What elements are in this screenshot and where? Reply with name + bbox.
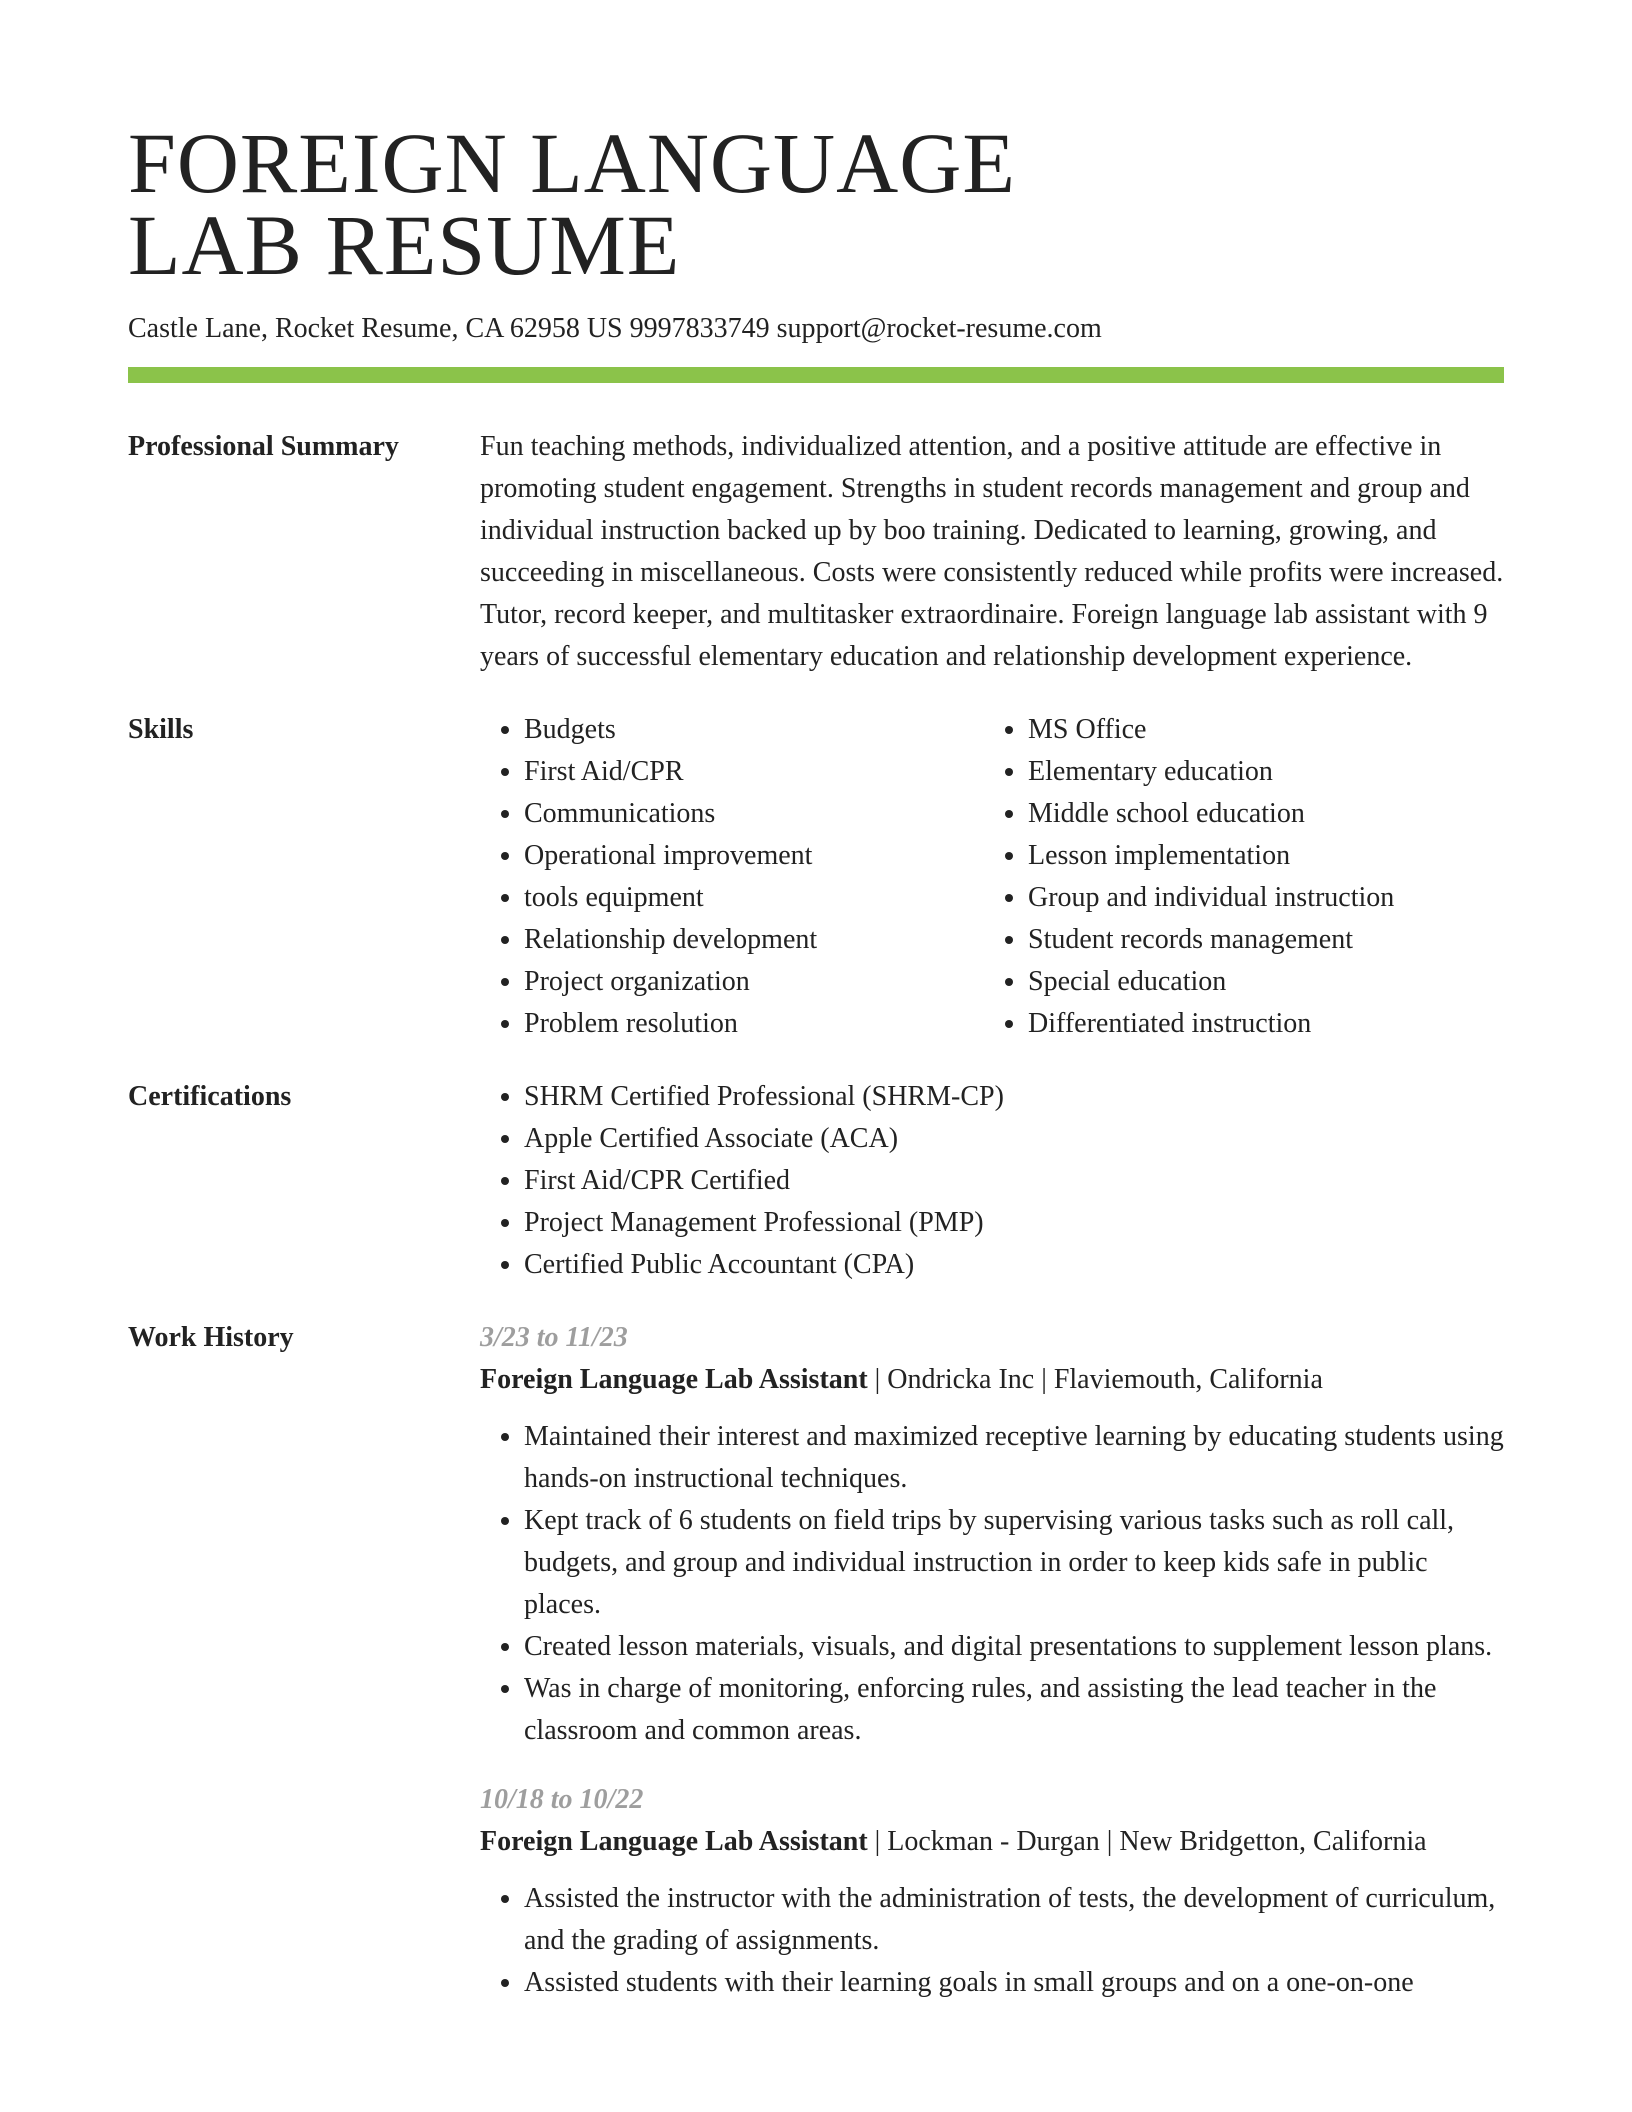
skill-item: • Differentiated instruction [1028,1003,1488,1045]
skill-item: • Special education [1028,961,1488,1003]
certification-item: • Project Management Professional (PMP) [524,1202,1504,1244]
certification-item: • First Aid/CPR Certified [524,1160,1504,1202]
job-details: | Lockman - Durgan | New Bridgetton, California [867,1826,1427,1857]
accent-divider [128,367,1504,383]
job-dates: 3/23 to 11/23 [480,1322,628,1353]
skill-item: • Operational improvement [524,835,984,877]
title-line-2: LAB RESUME [128,197,681,293]
skill-item: • Budgets [524,709,984,751]
title-line-1: FOREIGN LANGUAGE [128,115,1016,211]
skill-item: • Group and individual instruction [1028,877,1488,919]
skill-item: • Problem resolution [524,1003,984,1045]
job-heading [480,1359,1504,1401]
certifications-list [480,1076,1504,1286]
skill-item: • First Aid/CPR [524,751,984,793]
job-bullet: • Assisted the instructor with the administration of tests, the development of curriculum, and the grading of assignments. [524,1878,1504,1962]
job-entry [480,1317,1504,1752]
section-label-certifications: Certifications [128,1081,292,1112]
job-bullets [480,1416,1504,1752]
skill-item: • Communications [524,793,984,835]
skill-item: • Relationship development [524,919,984,961]
skills-list-left [480,709,984,1045]
job-bullets [480,1878,1504,2004]
job-details: | Ondricka Inc | Flaviemouth, California [867,1364,1323,1395]
skills-list-right [984,709,1488,1045]
work-history-section [128,1317,1504,2004]
section-label-work-history: Work History [128,1322,294,1353]
contact-line: Castle Lane, Rocket Resume, CA 62958 US 9997833749 support@rocket-resume.com [128,313,1102,344]
resume-title [128,0,1504,293]
job-bullet: • Assisted students with their learning goals in small groups and on a one-on-one [524,1962,1504,2004]
skill-item: • Elementary education [1028,751,1488,793]
skill-item: • MS Office [1028,709,1488,751]
resume-page [128,0,1504,2004]
certifications-body [480,1076,1504,1286]
certification-item: • Apple Certified Associate (ACA) [524,1118,1504,1160]
certification-item: • SHRM Certified Professional (SHRM-CP) [524,1076,1504,1118]
summary-body [480,426,1504,678]
work-history-body [480,1317,1504,2004]
job-heading [480,1821,1504,1863]
skill-item: • Lesson implementation [1028,835,1488,877]
job-dates: 10/18 to 10/22 [480,1784,644,1815]
job-bullet: • Created lesson materials, visuals, and digital presentations to supplement lesson plans. [524,1626,1504,1668]
skills-columns [480,709,1504,1045]
job-bullet: • Maintained their interest and maximized receptive learning by educating students using hands-on instructional techniques. [524,1416,1504,1500]
section-label-summary: Professional Summary [128,431,399,462]
summary-text: Fun teaching methods, individualized attention, and a positive attitude are effective in promoting student engagement. Strengths in student records management and group and individual instruction backed up by boo training. Dedicated to learning, growing, and succeeding in miscellaneous. Costs were consistently reduced while profits were increased. Tutor, record keeper, and multitasker extraordinaire. Foreign language lab assistant with 9 years of successful elementary education and relationship development experience. [480,431,1504,672]
certifications-section [128,1076,1504,1286]
job-title: Foreign Language Lab Assistant [480,1826,868,1857]
job-entry [480,1779,1504,2004]
job-bullet: • Was in charge of monitoring, enforcing rules, and assisting the lead teacher in the classroom and common areas. [524,1668,1504,1752]
skill-item: • Middle school education [1028,793,1488,835]
skills-section [128,709,1504,1045]
skill-item: • tools equipment [524,877,984,919]
section-label-skills: Skills [128,714,194,745]
job-title: Foreign Language Lab Assistant [480,1364,868,1395]
certification-item: • Certified Public Accountant (CPA) [524,1244,1504,1286]
job-bullet: • Kept track of 6 students on field trips by supervising various tasks such as roll call, budgets, and group and individual instruction in order to keep kids safe in public places. [524,1500,1504,1626]
skill-item: • Student records management [1028,919,1488,961]
skills-column-right [984,709,1488,1045]
skills-column-left [480,709,984,1045]
professional-summary-section [128,426,1504,678]
skill-item: • Project organization [524,961,984,1003]
